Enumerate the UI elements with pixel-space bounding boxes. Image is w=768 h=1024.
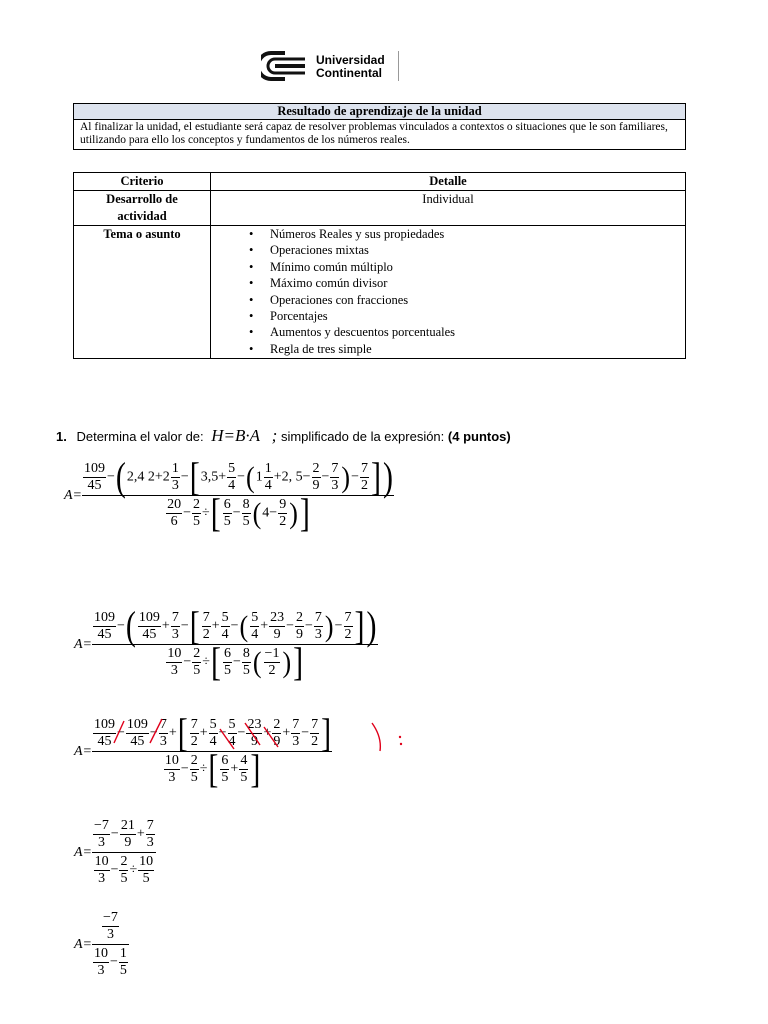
question-points: (4 puntos) (447, 429, 511, 444)
question-prefix: Determina el valor de: (76, 429, 204, 444)
learning-outcome-table (73, 103, 686, 150)
topics-list (217, 226, 679, 357)
logo-line1: Universidad (316, 53, 385, 67)
equation-1: A= $\frac{109}{45}$ −(2,4 2+2 $\frac{1}{3}$ −[3,5+ $\frac{5}{4}$ −(1 $\frac{1}{4}$ +2, 5− $\frac{2}{9}$ − $\frac{7}{3}$ )− $\frac{7}{2}$ ]) $\frac{20}{6}$ − $\frac{2}{5}$ ÷[ $\frac{6}{5}$ − $\frac{8}{5}$ (4− $\frac{9}{2}$ )] (64, 454, 393, 536)
row-tema-label: Tema o asunto (74, 226, 211, 359)
question-semicolon: ; (271, 426, 278, 445)
learning-outcome-title: Resultado de aprendizaje de la unidad (74, 104, 686, 120)
equation-2: A= $\frac{109}{45}$ −( $\frac{109}{45}$ + $\frac{7}{3}$ −[ $\frac{7}{2}$ + $\frac{5}{4}$ −( $\frac{5}{4}$ + $\frac{23}{9}$ − $\frac{2}{9}$ − $\frac{7}{3}$ )− $\frac{7}{2}$ ]) $\frac{10}{3}$ − $\frac{2}{5}$ ÷[ $\frac{6}{5}$ − $\frac{8}{5}$ ( $\frac{-1}{2}$ )] (74, 603, 377, 685)
list-item: • Aumentos y descuentos porcentuales (270, 324, 679, 340)
row-desarrollo-label: Desarrollo de actividad (74, 191, 211, 226)
list-item: • Porcentajes (270, 308, 679, 324)
question-formula: H=B·A (211, 426, 261, 445)
list-item: • Números Reales y sus propiedades (270, 226, 679, 242)
list-item: • Operaciones mixtas (270, 242, 679, 258)
list-item: • Máximo común divisor (270, 275, 679, 291)
col-detalle-header: Detalle (211, 173, 686, 191)
logo-divider (398, 51, 399, 81)
equation-3: A= $\frac{109}{45}$ − $\frac{109}{45}$ − $\frac{7}{3}$ +[ $\frac{7}{2}$ + $\frac{5}{4}$ − $\frac{5}{4}$ − $\frac{23}{9}$ + $\frac{2}{9}$ + $\frac{7}{3}$ − $\frac{7}{2}$ ] $\frac{10}{3}$ − $\frac{2}{5}$ ÷[ $\frac{6}{5}$ + $\frac{4}{5}$ ] (74, 710, 332, 792)
question-line (56, 426, 511, 446)
question-number: 1. (56, 429, 67, 444)
equation-4: A= $\frac{-7}{3}$ − $\frac{21}{9}$ + $\frac{7}{3}$ $\frac{10}{3}$ − $\frac{2}{5}$ ÷ $\frac{10}{5}$ (74, 818, 154, 886)
equation-5: A= $\frac{-7}{3}$ $\frac{10}{3}$ − $\frac{1}{5}$ (74, 910, 127, 978)
list-item: • Regla de tres simple (270, 341, 679, 357)
row-desarrollo-value: Individual (211, 191, 686, 226)
question-suffix: simplificado de la expresión: (280, 429, 445, 444)
logo-line2: Continental (316, 66, 382, 80)
list-item: • Mínimo común múltiplo (270, 259, 679, 275)
criteria-table (73, 172, 686, 359)
red-annotations (100, 715, 430, 765)
list-item: • Operaciones con fracciones (270, 292, 679, 308)
university-logo (261, 51, 401, 83)
learning-outcome-text: Al finalizar la unidad, el estudiante será capaz de resolver problemas vinculados a contextos o situaciones que le son familiares, utilizando para ello los conceptos y fundamentos de los números reales. (74, 120, 686, 150)
col-criterio-header: Criterio (74, 173, 211, 191)
logo-mark-icon (261, 51, 309, 81)
